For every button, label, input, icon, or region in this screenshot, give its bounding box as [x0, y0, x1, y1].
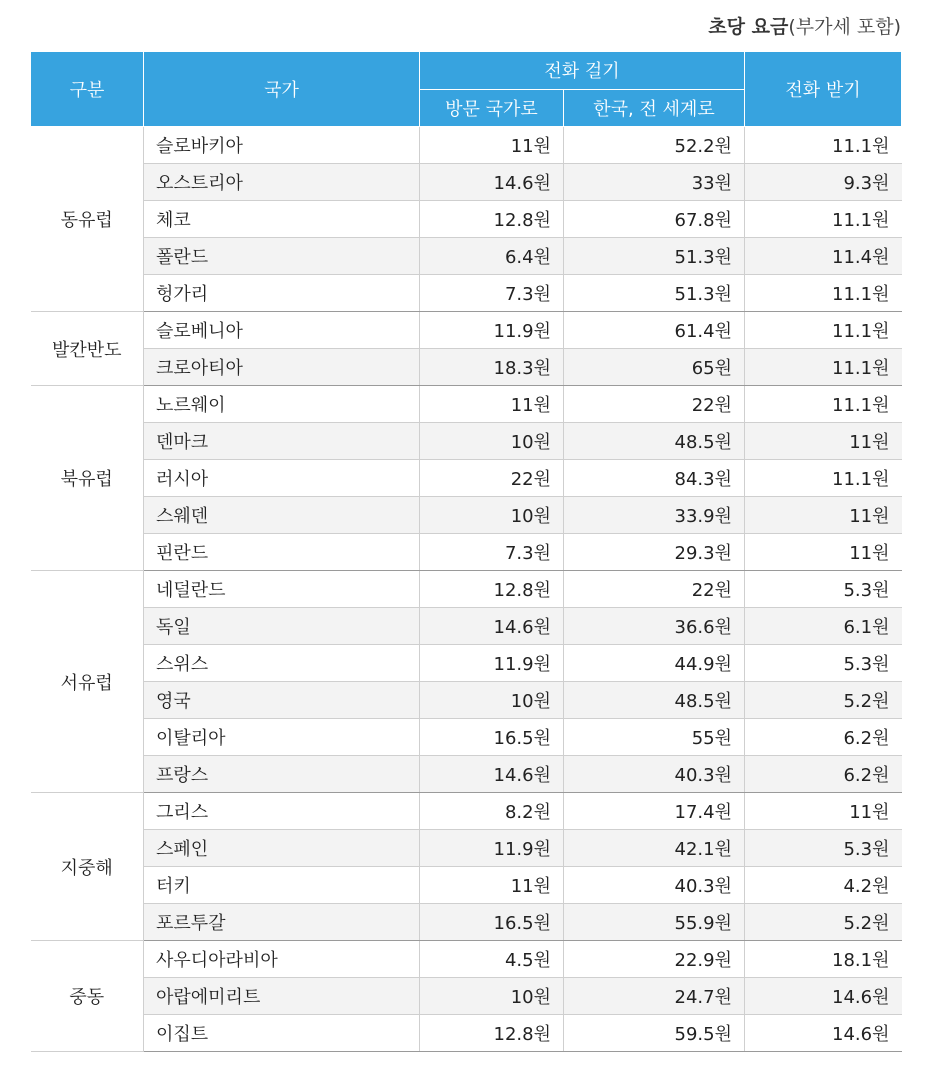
outgoing-visit-cell: 11.9원 — [420, 645, 564, 682]
country-cell: 영국 — [144, 682, 420, 719]
outgoing-visit-cell: 14.6원 — [420, 756, 564, 793]
outgoing-world-cell: 40.3원 — [564, 756, 745, 793]
region-cell: 동유럽 — [31, 127, 144, 312]
header-category: 구분 — [31, 52, 144, 127]
outgoing-world-cell: 40.3원 — [564, 867, 745, 904]
incoming-cell: 11.1원 — [745, 460, 902, 497]
country-cell: 오스트리아 — [144, 164, 420, 201]
incoming-cell: 11원 — [745, 423, 902, 460]
table-row — [31, 497, 902, 534]
country-cell: 러시아 — [144, 460, 420, 497]
incoming-cell: 6.2원 — [745, 719, 902, 756]
table-row — [31, 867, 902, 904]
country-cell: 스페인 — [144, 830, 420, 867]
outgoing-visit-cell: 11원 — [420, 127, 564, 164]
region-cell: 북유럽 — [31, 386, 144, 571]
table-row — [31, 238, 902, 275]
table-row — [31, 423, 902, 460]
rate-note — [708, 12, 901, 39]
incoming-cell: 4.2원 — [745, 867, 902, 904]
table-row — [31, 534, 902, 571]
header-outgoing-world: 한국, 전 세계로 — [564, 89, 745, 127]
outgoing-visit-cell: 14.6원 — [420, 164, 564, 201]
table-row — [31, 719, 902, 756]
outgoing-world-cell: 24.7원 — [564, 978, 745, 1015]
rate-note-suffix: (부가세 포함) — [788, 16, 901, 38]
incoming-cell: 5.2원 — [745, 904, 902, 941]
incoming-cell: 11원 — [745, 497, 902, 534]
country-cell: 덴마크 — [144, 423, 420, 460]
outgoing-world-cell: 51.3원 — [564, 238, 745, 275]
outgoing-visit-cell: 12.8원 — [420, 1015, 564, 1052]
country-cell: 크로아티아 — [144, 349, 420, 386]
table-row — [31, 460, 902, 497]
incoming-cell: 6.2원 — [745, 756, 902, 793]
header-country: 국가 — [144, 52, 420, 127]
table-row — [31, 941, 902, 978]
country-cell: 헝가리 — [144, 275, 420, 312]
region-cell: 중동 — [31, 941, 144, 1052]
header-outgoing: 전화 걸기 — [420, 52, 745, 90]
outgoing-visit-cell: 10원 — [420, 682, 564, 719]
incoming-cell: 5.3원 — [745, 830, 902, 867]
outgoing-world-cell: 48.5원 — [564, 423, 745, 460]
incoming-cell: 11.1원 — [745, 275, 902, 312]
country-cell: 네덜란드 — [144, 571, 420, 608]
country-cell: 포르투갈 — [144, 904, 420, 941]
incoming-cell: 18.1원 — [745, 941, 902, 978]
outgoing-visit-cell: 11원 — [420, 867, 564, 904]
outgoing-visit-cell: 16.5원 — [420, 904, 564, 941]
table-row — [31, 682, 902, 719]
country-cell: 노르웨이 — [144, 386, 420, 423]
country-cell: 스웨덴 — [144, 497, 420, 534]
outgoing-visit-cell: 11원 — [420, 386, 564, 423]
rate-note-bold: 초당 요금 — [708, 16, 789, 38]
outgoing-world-cell: 44.9원 — [564, 645, 745, 682]
incoming-cell: 11원 — [745, 534, 902, 571]
table-row — [31, 830, 902, 867]
outgoing-visit-cell: 12.8원 — [420, 201, 564, 238]
outgoing-visit-cell: 11.9원 — [420, 312, 564, 349]
incoming-cell: 11.1원 — [745, 127, 902, 164]
table-row — [31, 127, 902, 164]
country-cell: 폴란드 — [144, 238, 420, 275]
incoming-cell: 5.3원 — [745, 645, 902, 682]
incoming-cell: 11.1원 — [745, 349, 902, 386]
country-cell: 아랍에미리트 — [144, 978, 420, 1015]
header-outgoing-visit: 방문 국가로 — [420, 89, 564, 127]
table-row — [31, 349, 902, 386]
outgoing-visit-cell: 12.8원 — [420, 571, 564, 608]
outgoing-world-cell: 33원 — [564, 164, 745, 201]
incoming-cell: 5.2원 — [745, 682, 902, 719]
outgoing-world-cell: 67.8원 — [564, 201, 745, 238]
outgoing-world-cell: 22원 — [564, 571, 745, 608]
outgoing-visit-cell: 6.4원 — [420, 238, 564, 275]
outgoing-visit-cell: 22원 — [420, 460, 564, 497]
incoming-cell: 11.4원 — [745, 238, 902, 275]
country-cell: 독일 — [144, 608, 420, 645]
outgoing-world-cell: 36.6원 — [564, 608, 745, 645]
outgoing-world-cell: 55.9원 — [564, 904, 745, 941]
outgoing-visit-cell: 4.5원 — [420, 941, 564, 978]
outgoing-visit-cell: 10원 — [420, 978, 564, 1015]
outgoing-world-cell: 51.3원 — [564, 275, 745, 312]
outgoing-visit-cell: 10원 — [420, 423, 564, 460]
country-cell: 슬로바키아 — [144, 127, 420, 164]
outgoing-visit-cell: 8.2원 — [420, 793, 564, 830]
country-cell: 이집트 — [144, 1015, 420, 1052]
outgoing-visit-cell: 16.5원 — [420, 719, 564, 756]
table-row — [31, 571, 902, 608]
country-cell: 프랑스 — [144, 756, 420, 793]
outgoing-world-cell: 42.1원 — [564, 830, 745, 867]
outgoing-world-cell: 65원 — [564, 349, 745, 386]
country-cell: 그리스 — [144, 793, 420, 830]
country-cell: 슬로베니아 — [144, 312, 420, 349]
incoming-cell: 5.3원 — [745, 571, 902, 608]
table-row — [31, 1015, 902, 1052]
outgoing-world-cell: 22.9원 — [564, 941, 745, 978]
table-row — [31, 164, 902, 201]
outgoing-visit-cell: 18.3원 — [420, 349, 564, 386]
table-row — [31, 201, 902, 238]
table-row — [31, 608, 902, 645]
country-cell: 스위스 — [144, 645, 420, 682]
table-row — [31, 645, 902, 682]
country-cell: 핀란드 — [144, 534, 420, 571]
incoming-cell: 11원 — [745, 793, 902, 830]
header-incoming: 전화 받기 — [745, 52, 902, 127]
outgoing-visit-cell: 7.3원 — [420, 275, 564, 312]
table-row — [31, 978, 902, 1015]
country-cell: 터키 — [144, 867, 420, 904]
outgoing-world-cell: 33.9원 — [564, 497, 745, 534]
outgoing-world-cell: 55원 — [564, 719, 745, 756]
table-row — [31, 275, 902, 312]
incoming-cell: 6.1원 — [745, 608, 902, 645]
incoming-cell: 11.1원 — [745, 386, 902, 423]
table-row — [31, 793, 902, 830]
incoming-cell: 14.6원 — [745, 1015, 902, 1052]
table-header — [31, 52, 902, 127]
country-cell: 사우디아라비아 — [144, 941, 420, 978]
outgoing-world-cell: 52.2원 — [564, 127, 745, 164]
table-row — [31, 386, 902, 423]
outgoing-world-cell: 61.4원 — [564, 312, 745, 349]
region-cell: 발칸반도 — [31, 312, 144, 386]
outgoing-world-cell: 22원 — [564, 386, 745, 423]
incoming-cell: 14.6원 — [745, 978, 902, 1015]
outgoing-visit-cell: 7.3원 — [420, 534, 564, 571]
outgoing-visit-cell: 11.9원 — [420, 830, 564, 867]
outgoing-world-cell: 29.3원 — [564, 534, 745, 571]
rates-table — [30, 51, 902, 1052]
table-row — [31, 904, 902, 941]
country-cell: 이탈리아 — [144, 719, 420, 756]
incoming-cell: 11.1원 — [745, 312, 902, 349]
table-row — [31, 312, 902, 349]
table-row — [31, 756, 902, 793]
outgoing-world-cell: 59.5원 — [564, 1015, 745, 1052]
outgoing-world-cell: 17.4원 — [564, 793, 745, 830]
outgoing-world-cell: 84.3원 — [564, 460, 745, 497]
country-cell: 체코 — [144, 201, 420, 238]
region-cell: 서유럽 — [31, 571, 144, 793]
outgoing-visit-cell: 10원 — [420, 497, 564, 534]
incoming-cell: 9.3원 — [745, 164, 902, 201]
outgoing-visit-cell: 14.6원 — [420, 608, 564, 645]
incoming-cell: 11.1원 — [745, 201, 902, 238]
region-cell: 지중해 — [31, 793, 144, 941]
outgoing-world-cell: 48.5원 — [564, 682, 745, 719]
table-body — [31, 127, 902, 1052]
